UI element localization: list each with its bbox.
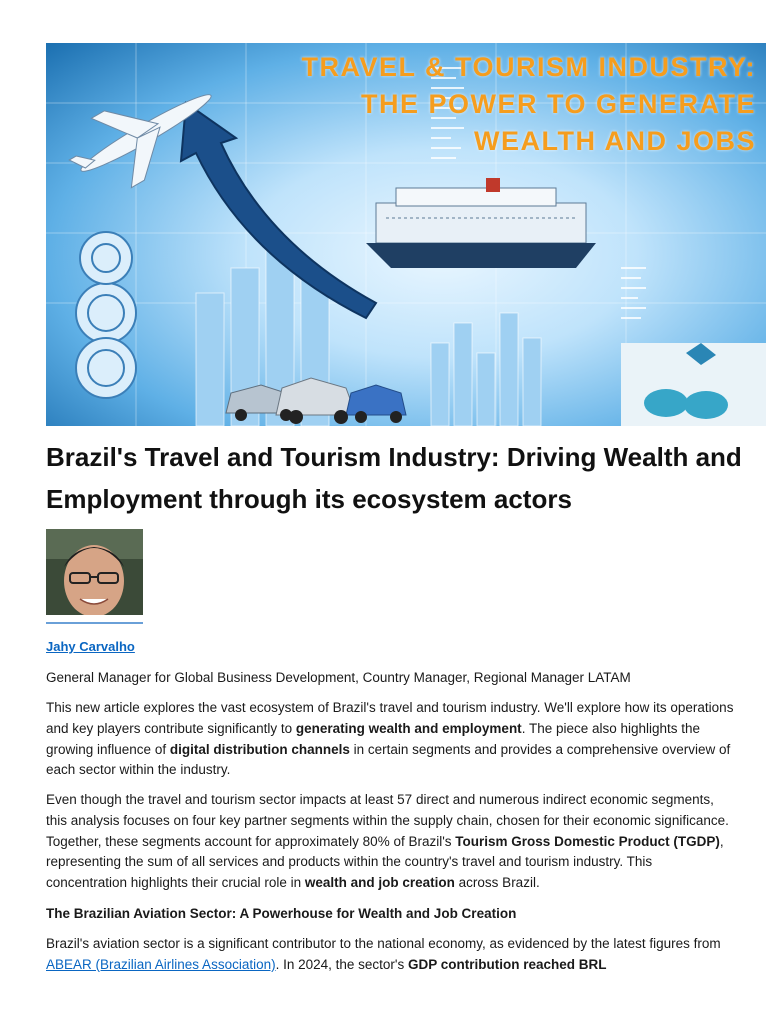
bold-span: digital distribution channels [169,741,350,757]
author-photo [46,529,143,622]
author-role: General Manager for Global Business Development, Country Manager, Regional Manager LATAM [46,670,631,685]
aviation-paragraph [46,934,736,976]
article-title: Brazil's Travel and Tourism Industry: Driving Wealth and Employment through its ecosystem actors [46,442,742,514]
section-heading: The Brazilian Aviation Sector: A Powerhouse for Wealth and Job Creation [46,906,517,921]
text-span: . In 2024, the sector's [275,956,408,972]
bold-span: generating wealth and employment [295,720,522,736]
text-span: Brazil's aviation sector is a significant contributor to the national economy, as evidenced by the latest figures from [46,936,721,951]
hero-title-line: THE POWER TO GENERATE [360,89,756,119]
abear-link[interactable]: ABEAR (Brazilian Airlines Association) [46,956,276,972]
hero-title-line: WEALTH AND JOBS [474,126,756,156]
hero-title [236,49,756,160]
segments-paragraph [46,790,736,894]
text-span: . The piece also highlights the growing influence of [46,720,701,757]
bold-span: Tourism Gross Domestic Product (TGDP) [455,833,720,849]
bold-span: wealth and job creation [304,875,455,891]
text-span: in certain segments and provides a comprehensive overview of each sector within the industry. [46,741,731,778]
text-span: , representing the sum of all services and products within the country's travel and tourism industry. This concentration highlights their crucial role in [46,833,724,891]
author-name-link[interactable]: Jahy Carvalho [46,639,135,654]
text-span: across Brazil. [454,875,540,891]
hero-title-line: TRAVEL & TOURISM INDUSTRY: [301,52,756,82]
text-span: This new article explores the vast ecosystem of Brazil's travel and tourism industry. We'll explore how its operations and key players contribute significantly to [46,700,734,736]
hero-banner-image [46,43,766,426]
bold-span: GDP contribution reached BRL [408,956,607,972]
intro-paragraph [46,698,736,781]
author-avatar[interactable] [46,529,143,624]
text-span: Even though the travel and tourism sector impacts at least 57 direct and numerous indirect economic segments, this analysis focuses on four key partner segments within the supply chain, chosen for their economic significance. Together, these segments account for approximately 80% of Brazil's [46,792,729,849]
